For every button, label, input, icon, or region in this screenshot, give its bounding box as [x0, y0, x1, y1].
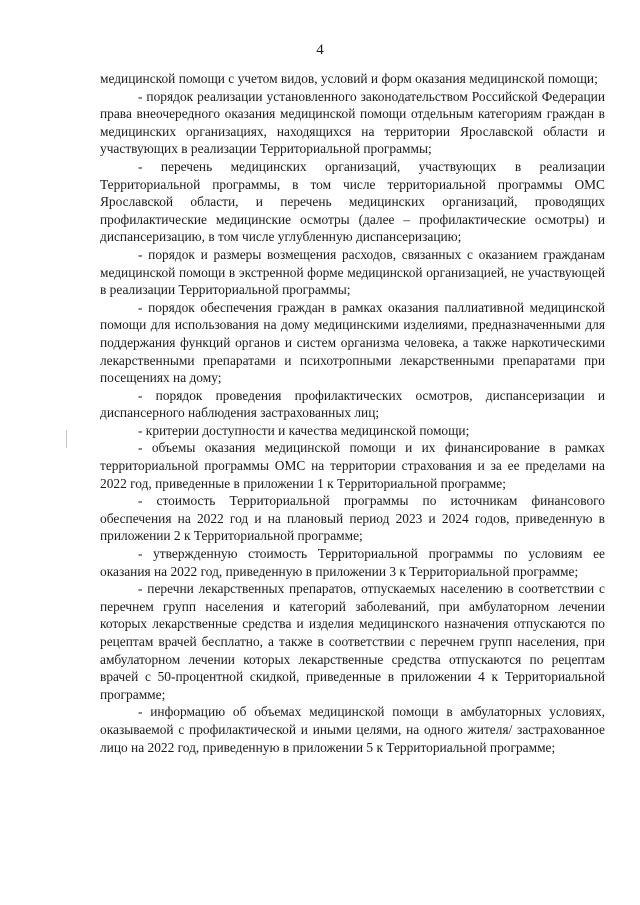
- list-item-emergency-reimbursement: - порядок и размеры возмещения расходов, связанных с оказанием гражданам медицинской помощи в экстренной форме медицинской организацией, не участвующей в реализации Территориальной программы;: [100, 246, 605, 298]
- page-number: 4: [316, 42, 324, 58]
- list-item-preventive-examinations: - порядок проведения профилактических осмотров, диспансеризации и диспансерного наблюдения застрахованных лиц;: [100, 387, 605, 421]
- list-item-approved-cost-appendix-3: - утвержденную стоимость Территориальной программы по условиям ее оказания на 2022 год, приведенную в приложении 3 к Территориальной программе;: [100, 546, 605, 579]
- document-body: [100, 70, 605, 756]
- list-item-outpatient-volumes-appendix-5: - информацию об объемах медицинской помощи в амбулаторных условиях, оказываемой с профилактической и иными целями, на одного жителя/ застрахованное лицо на 2022 год, приведенную в приложении 5 к Территориальной программе;: [100, 704, 605, 755]
- list-item-quality-criteria: - критерии доступности и качества медицинской помощи;: [138, 422, 470, 438]
- list-item-volumes-appendix-1: - объемы оказания медицинской помощи и их финансирование в рамках территориальной программы ОМС на территории страхования и за ее пределами на 2022 год, приведенные в приложении 1 к Территориальной программе;: [100, 440, 605, 491]
- list-item-medical-organizations: - перечень медицинских организаций, участвующих в реализации Территориальной программы, в том числе территориальной программы ОМС Ярославской области, и перечень медицинских организаций, проводящих профилактические медицинские осмотры (далее – профилактические осмотры) и диспансеризацию, в том числе углубленную диспансеризацию;: [100, 158, 605, 245]
- paragraph-continuation: медицинской помощи с учетом видов, условий и форм оказания медицинской помощи;: [100, 71, 598, 86]
- list-item-palliative-care: - порядок обеспечения граждан в рамках оказания паллиативной медицинской помощи для использования на дому медицинскими изделиями, предназначенными для поддержания функций органов и систем организма человека, а также наркотическими лекарственными препаратами и психотропными лекарственными препаратами при посещениях на дому;: [100, 299, 605, 386]
- list-item-cost-appendix-2: - стоимость Территориальной программы по источникам финансового обеспечения на 2022 год и на плановый период 2023 и 2024 годов, приведенную в приложении 2 к Территориальной программе;: [100, 493, 605, 544]
- margin-mark: [66, 430, 67, 448]
- list-item-extraordinary-care: - порядок реализации установленного законодательством Российской Федерации права внеочередного оказания медицинской помощи отдельным категориям граждан в медицинских организациях, находящихся на территории Ярославской области и участвующих в реализации Территориальной программы;: [100, 88, 605, 157]
- list-item-drug-lists-appendix-4: - перечни лекарственных препаратов, отпускаемых населению в соответствии с перечнем групп населения и категорий заболеваний, при амбулаторном лечении которых лекарственные средства и изделия медицинского назначения отпускаются по рецептам врачей бесплатно, а также в соответствии с перечнем групп населения, при амбулаторном лечении которых лекарственные средства отпускаются по рецептам врачей с 50-процентной скидкой, приведенные в приложении 4 к Территориальной программе;: [100, 581, 605, 702]
